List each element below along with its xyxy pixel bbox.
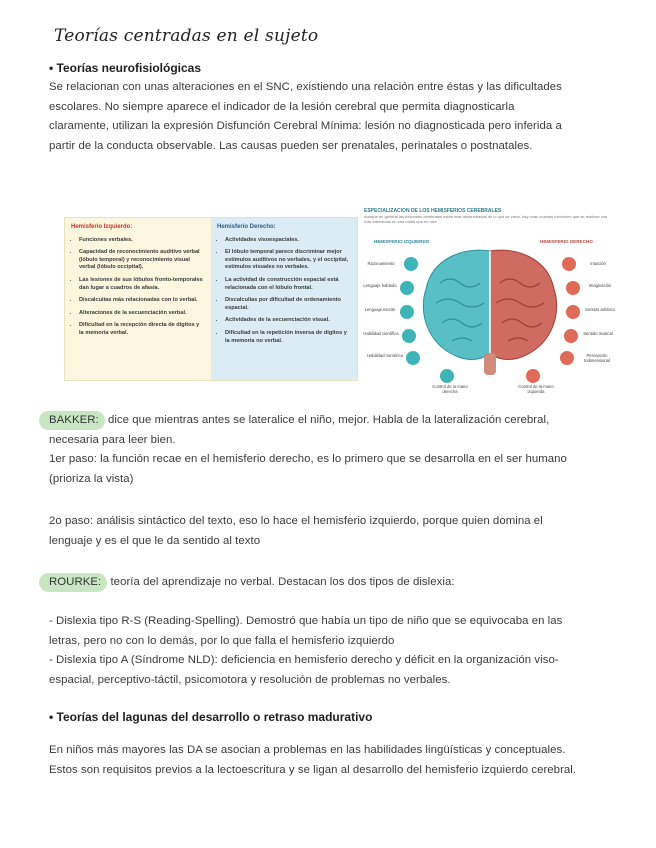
list-item: • Capacidad de reconocimiento auditivo verbal (lóbulo temporal) y reconocimiento visual verbal (lóbulo occipital). bbox=[79, 249, 203, 272]
list-item: • Discalculias por dificultad de ordenamiento espacial. bbox=[225, 297, 349, 312]
text-line: partir de la conducta observable. Las causas pueden ser prenatales, perinatales o postnatales. bbox=[49, 139, 533, 152]
list-item: • Las lesiones de sus lóbulos fronto-temporales dan lugar a cuadros de afasia. bbox=[79, 277, 203, 292]
left-hand-icon bbox=[526, 369, 540, 383]
text-line: escolares. No siempre aparece el indicador de la lesión cerebral que permita diagnosticarla bbox=[49, 100, 515, 113]
section-heading-neurofisiologicas: • Teorías neurofisiológicas bbox=[49, 61, 202, 75]
left-hemisphere-column bbox=[71, 224, 203, 343]
text-line: Se relacionan con unas alteraciones en el SNC, existiendo una relación entre éstas y las dificultades bbox=[49, 81, 562, 93]
brain-label-right: Sentido artístico bbox=[584, 307, 616, 312]
text-line: claramente, utilizan la expresión Disfunción Cerebral Mínima: lesión no diagnosticada pero inferida a bbox=[49, 120, 562, 133]
science-icon bbox=[402, 329, 416, 343]
numbers-icon bbox=[406, 351, 420, 365]
music-icon bbox=[564, 329, 578, 343]
list-item: • Actividades de la secuenciación visual. bbox=[225, 317, 349, 325]
text-line: letras, pero no con lo demás, por lo que falla el hemisferio izquierdo bbox=[49, 634, 395, 647]
art-icon bbox=[566, 305, 580, 319]
section-heading-lagunas: • Teorías del lagunas del desarrollo o retraso madurativo bbox=[49, 710, 373, 724]
paragraph-paso2 bbox=[49, 512, 629, 551]
speech-icon bbox=[400, 281, 414, 295]
paragraph-dislexia bbox=[49, 612, 634, 690]
intuition-icon bbox=[562, 257, 576, 271]
paragraph-lagunas bbox=[49, 741, 634, 780]
brain-subtitle: Aunque en general las funciones cerebrales están más desarrolladas de lo que se creía, hay unas cuantas funciones que se realizan con más intensidad en una mitad que en otra bbox=[364, 214, 608, 224]
page-title: Teorías centradas en el sujeto bbox=[54, 26, 319, 46]
text-line: necesaria para leer bien. bbox=[49, 433, 176, 446]
text-line: - Dislexia tipo A (Síndrome NLD): deficiencia en hemisferio derecho y déficit en la organización viso- bbox=[49, 654, 559, 667]
writing-icon bbox=[400, 305, 414, 319]
brain-label-right: Imaginación bbox=[588, 283, 612, 288]
brain-label-left: Razonamiento bbox=[367, 261, 395, 266]
bakker-text: dice que mientras antes se lateralice el niño, mejor. Habla de la lateralización cerebral, bbox=[104, 414, 550, 426]
perception-icon bbox=[560, 351, 574, 365]
brain-title: ESPECIALIZACION DE LOS HEMISFERIOS CEREBRALES bbox=[364, 208, 502, 214]
hemispheres-figure bbox=[60, 203, 618, 394]
right-hemisphere-panel bbox=[211, 218, 357, 380]
brain-label-right: Control de la mano izquierda bbox=[518, 384, 554, 394]
list-item: • El lóbulo temporal parece discriminar mejor estímulos auditivos no verbales, y el occipital, estímulos visuales no verbales. bbox=[225, 249, 349, 272]
text-line: lenguaje y es el que le da sentido al texto bbox=[49, 534, 261, 547]
text-line: En niños más mayores las DA se asocian a problemas en las habilidades lingüísticas y conceptuales. bbox=[49, 744, 566, 756]
text-line bbox=[49, 411, 629, 431]
rourke-text: teoría del aprendizaje no verbal. Destacan los dos tipos de dislexia: bbox=[107, 576, 455, 588]
brain-label-left: Lenguaje hablado bbox=[363, 283, 397, 288]
list-item: • La actividad de construcción espacial está relacionada con el lóbulo frontal. bbox=[225, 277, 349, 292]
list-item: • Actividades visoespaciales. bbox=[225, 237, 349, 245]
paragraph-neurofisiologicas bbox=[49, 78, 629, 156]
reasoning-icon bbox=[404, 257, 418, 271]
text-line bbox=[49, 573, 629, 593]
text-line: (prioriza la vista) bbox=[49, 472, 134, 485]
paragraph-bakker bbox=[49, 411, 629, 489]
text-line: espacial, perceptivo-táctil, psicomotora y resolución de problemas no verbales. bbox=[49, 673, 451, 686]
rourke-highlight: ROURKE: bbox=[39, 573, 107, 592]
brain-label-left: Lenguaje escrito bbox=[364, 307, 396, 312]
brain-label-right: Sentido musical bbox=[583, 331, 613, 336]
text-line: 2o paso: análisis sintáctico del texto, eso lo hace el hemisferio izquierdo, porque quien domina el bbox=[49, 515, 543, 527]
brain-label-left: Habilidad científica bbox=[363, 331, 399, 336]
list-item: • Dificultad en la repetición inversa de dígitos y la memoria no verbal. bbox=[225, 330, 349, 345]
text-line: Estos son requisitos previos a la lectoescritura y se ligan al desarrollo del hemisferio izquierdo cerebral. bbox=[49, 763, 577, 776]
hemispheres-table bbox=[64, 217, 358, 381]
list-item: • Dificultad en la recepción directa de dígitos y la memoria verbal. bbox=[79, 322, 203, 337]
imagination-icon bbox=[566, 281, 580, 295]
list-item: • Discalculias más relacionadas con lo verbal. bbox=[79, 297, 203, 305]
right-hemisphere-label: HEMISFERIO DERECHO bbox=[540, 239, 593, 244]
text-line: 1er paso: la función recae en el hemisferio derecho, es lo primero que se desarrolla en el ser humano bbox=[49, 453, 567, 466]
brain-infographic bbox=[362, 203, 618, 394]
paragraph-rourke bbox=[49, 573, 629, 593]
list-item: • Alteraciones de la secuenciación verbal. bbox=[79, 310, 203, 318]
brain-label-left: Control de la mano derecha bbox=[432, 384, 468, 394]
right-hemisphere-column bbox=[217, 224, 349, 350]
right-hand-icon bbox=[440, 369, 454, 383]
list-item: • Funciones verbales. bbox=[79, 237, 203, 245]
brain-label-right: Intuición bbox=[590, 261, 606, 266]
left-hemisphere-label: HEMISFERIO IZQUIERDO bbox=[374, 239, 430, 244]
brain-label-left: Habilidad numérica bbox=[367, 353, 403, 358]
bakker-highlight: BAKKER: bbox=[39, 411, 105, 430]
right-hemisphere-heading: Hemisferio Derecho: bbox=[217, 224, 276, 230]
brain-label-right: Percepción tridimensional bbox=[584, 353, 610, 363]
text-line: - Dislexia tipo R-S (Reading-Spelling). Demostró que había un tipo de niño que se equivocaba en las bbox=[49, 615, 563, 627]
left-hemisphere-heading: Hemisferio Izquierdo: bbox=[71, 224, 133, 230]
